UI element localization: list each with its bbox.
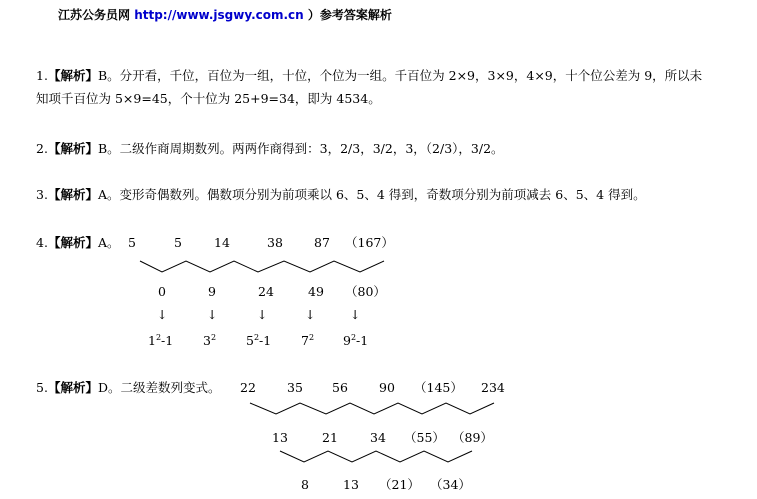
answer-4-number: 4. bbox=[36, 235, 48, 250]
a4-diff-term: 0 bbox=[158, 284, 166, 299]
answer-2-text: 。二级作商周期数列。两两作商得到：3，2/3，3/2，3，（2/3），3/2。 bbox=[107, 141, 504, 156]
answer-5-heading bbox=[36, 382, 221, 395]
site-name: 江苏公务员网 bbox=[58, 8, 131, 22]
answer-5-text: 。二级差数列变式。 bbox=[107, 380, 221, 395]
a4-seq-term: （167） bbox=[345, 235, 394, 250]
answer-5-number: 5. bbox=[36, 380, 48, 395]
down-arrow-icon: ↓ bbox=[350, 307, 361, 322]
a5-second-diff-term: 13 bbox=[343, 477, 359, 492]
a4-diff-term: 24 bbox=[258, 284, 274, 299]
answer-1-letter: B bbox=[97, 68, 108, 83]
answer-3-tag: 【解析】 bbox=[47, 187, 98, 202]
header-suffix: ）参考答案解析 bbox=[307, 8, 392, 22]
a5-seq-term: 35 bbox=[287, 380, 303, 395]
a5-seq-term: 234 bbox=[481, 380, 505, 395]
answer-1-text: 。分开看，千位，百位为一组，十位，个位为一组。千百位为 2×9，3×9，4×9，十个位公差为 9，所以未 bbox=[107, 68, 703, 83]
answer-1-number: 1. bbox=[36, 68, 48, 83]
answer-3 bbox=[36, 189, 646, 202]
page-header bbox=[58, 9, 392, 21]
answer-4-letter: A bbox=[97, 235, 107, 250]
down-arrow-icon: ↓ bbox=[207, 307, 218, 322]
answer-1-line-1 bbox=[36, 70, 702, 83]
a4-power-term: $9^2-1$ bbox=[343, 333, 369, 348]
answer-3-text: 。变形奇偶数列。偶数项分别为前项乘以 6、5、4 得到，奇数项分别为前项减去 6、5、4 得到。 bbox=[106, 187, 646, 202]
a5-diff-term: 13 bbox=[272, 430, 288, 445]
a4-seq-term: 5 bbox=[128, 235, 136, 250]
site-url[interactable]: http://www.jsgwy.com.cn bbox=[134, 8, 304, 22]
a4-zigzag-line bbox=[140, 261, 384, 272]
a5-seq-term: 22 bbox=[240, 380, 256, 395]
a5-diff-term: 21 bbox=[322, 430, 338, 445]
down-arrow-icon: ↓ bbox=[257, 307, 268, 322]
a4-power-term: $3^2$ bbox=[203, 333, 217, 348]
a4-power-term: $5^2-1$ bbox=[246, 333, 272, 348]
answer-2 bbox=[36, 143, 504, 156]
a4-seq-term: 14 bbox=[214, 235, 230, 250]
a5-diff-term: （55） bbox=[404, 430, 445, 445]
a5-second-diff-term: （21） bbox=[379, 477, 420, 492]
a5-seq-term: （145） bbox=[414, 380, 463, 395]
a4-diff-term: （80） bbox=[345, 284, 386, 299]
a5-second-diff-term: （34） bbox=[430, 477, 471, 492]
answer-1-tag: 【解析】 bbox=[47, 68, 98, 83]
a5-diff-term: （89） bbox=[452, 430, 493, 445]
a4-diff-term: 9 bbox=[208, 284, 216, 299]
a5-zigzag-line-2 bbox=[280, 451, 472, 462]
down-arrow-icon: ↓ bbox=[305, 307, 316, 322]
down-arrow-icon: ↓ bbox=[157, 307, 168, 322]
a4-power-term: $7^2$ bbox=[301, 333, 315, 348]
a5-diff-term: 34 bbox=[370, 430, 386, 445]
answer-4-text: 。 bbox=[106, 235, 120, 250]
a4-diff-term: 49 bbox=[308, 284, 324, 299]
a4-seq-term: 5 bbox=[174, 235, 182, 250]
a5-second-diff-term: 8 bbox=[301, 477, 309, 492]
a5-seq-term: 90 bbox=[379, 380, 395, 395]
answer-3-letter: A bbox=[97, 187, 107, 202]
answer-3-number: 3. bbox=[36, 187, 48, 202]
answer-5-tag: 【解析】 bbox=[47, 380, 98, 395]
answer-2-number: 2. bbox=[36, 141, 48, 156]
a4-seq-term: 38 bbox=[267, 235, 283, 250]
answer-5-letter: D bbox=[97, 380, 108, 395]
answer-4-heading bbox=[36, 237, 120, 250]
a4-seq-term: 87 bbox=[314, 235, 330, 250]
answer-2-letter: B bbox=[97, 141, 108, 156]
a5-zigzag-line-1 bbox=[250, 403, 494, 414]
a4-power-term: $1^2-1$ bbox=[148, 333, 174, 348]
a5-seq-term: 56 bbox=[332, 380, 348, 395]
answer-1-line-2: 知项千百位为 5×9=45，个十位为 25+9=34，即为 4534。 bbox=[36, 91, 381, 106]
answer-2-tag: 【解析】 bbox=[47, 141, 98, 156]
answer-4-tag: 【解析】 bbox=[47, 235, 98, 250]
